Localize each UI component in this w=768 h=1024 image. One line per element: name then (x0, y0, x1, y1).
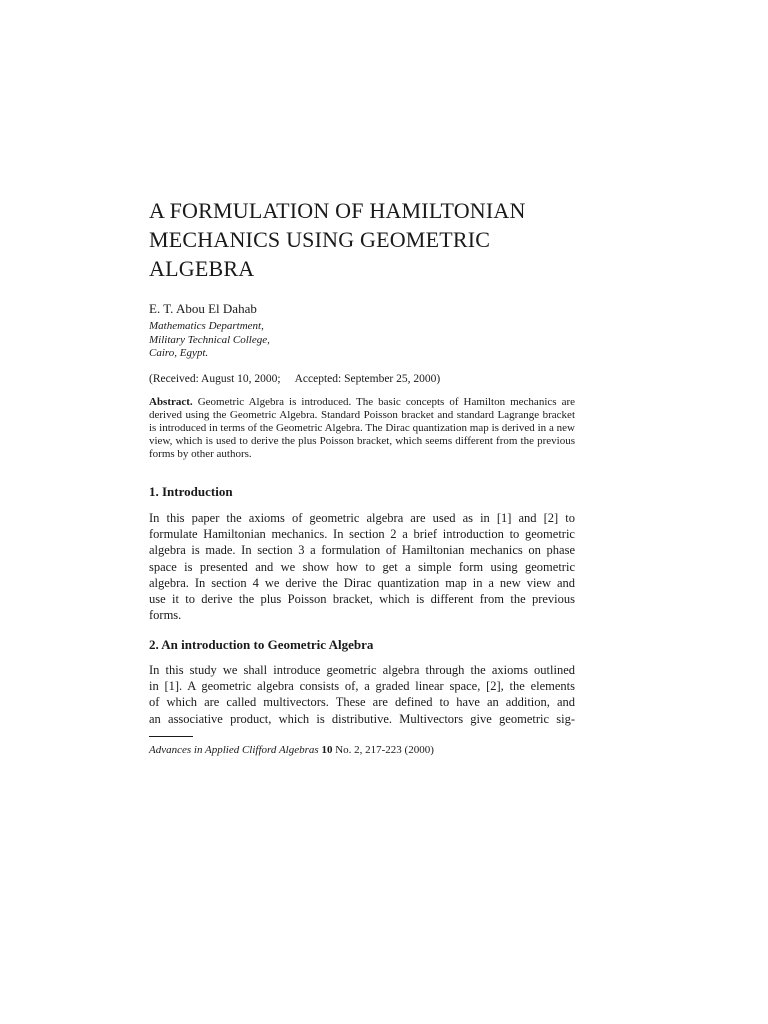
footnote-divider (149, 736, 193, 737)
title-line: ALGEBRA (149, 256, 255, 281)
received-date: (Received: August 10, 2000; (149, 373, 281, 385)
title-line: A FORMULATION OF HAMILTONIAN (149, 198, 526, 223)
abstract (149, 396, 575, 461)
paragraph-line: algebra. In section 4 we derive the Dirac quantization map in a new view and (149, 575, 575, 590)
affiliation-line: Military Technical College, (149, 333, 270, 346)
journal-footnote (149, 743, 434, 757)
paragraph-line: use it to derive the plus Poisson bracket, which is different from the previous (149, 592, 575, 607)
paragraph-line: formulate Hamiltonian mechanics. In section 2 a brief introduction to geometric (149, 527, 575, 542)
title-line: MECHANICS USING GEOMETRIC (149, 227, 491, 252)
paper-title (149, 196, 575, 283)
author-affiliation (149, 320, 270, 361)
abstract-text: Geometric Algebra is introduced. The basic concepts of Hamilton mechanics are derived using the Geometric Algebra. Standard Poisson bracket and standard Lagrange bracket is introduced in terms of the Geometric Algebra. The Dirac quantization map is derived in a new view, which is used to derive the plus Poisson bracket, which seems different from the previous forms by other authors. (149, 396, 575, 460)
paragraph-line: space is presented and we show how to get a simple form using geometric (149, 559, 575, 574)
paragraph-line: an associative product, which is distributive. Multivectors give geometric sig- (149, 711, 575, 726)
affiliation-line: Cairo, Egypt. (149, 347, 209, 359)
section-heading-geometric-algebra: 2. An introduction to Geometric Algebra (149, 637, 374, 652)
paragraph-line: in [1]. A geometric algebra consists of, a graded linear space, [2], the elements (149, 679, 575, 694)
paragraph-line: algebra is made. In section 3 a formulation of Hamiltonian mechanics on phase (149, 543, 575, 558)
paragraph-line: of which are called multivectors. These are defined to have an addition, and (149, 695, 575, 710)
section-heading-introduction: 1. Introduction (149, 484, 233, 499)
paragraph-line: forms. (149, 608, 182, 623)
paragraph-line: In this paper the axioms of geometric algebra are used as in [1] and [2] to (149, 511, 575, 525)
journal-issue-pages: No. 2, 217-223 (2000) (335, 744, 434, 756)
author-name: E. T. Abou El Dahab (149, 301, 257, 316)
affiliation-line: Mathematics Department, (149, 320, 264, 332)
paragraph-line: In this study we shall introduce geometric algebra through the axioms outlined (149, 663, 575, 677)
abstract-label: Abstract. (149, 396, 193, 408)
journal-volume: 10 (321, 744, 333, 756)
section-paragraph-geometric-algebra (149, 662, 575, 727)
submission-dates (149, 372, 440, 386)
section-paragraph-introduction (149, 510, 575, 623)
journal-name: Advances in Applied Clifford Algebras (149, 744, 319, 756)
accepted-date: Accepted: September 25, 2000) (294, 373, 441, 385)
